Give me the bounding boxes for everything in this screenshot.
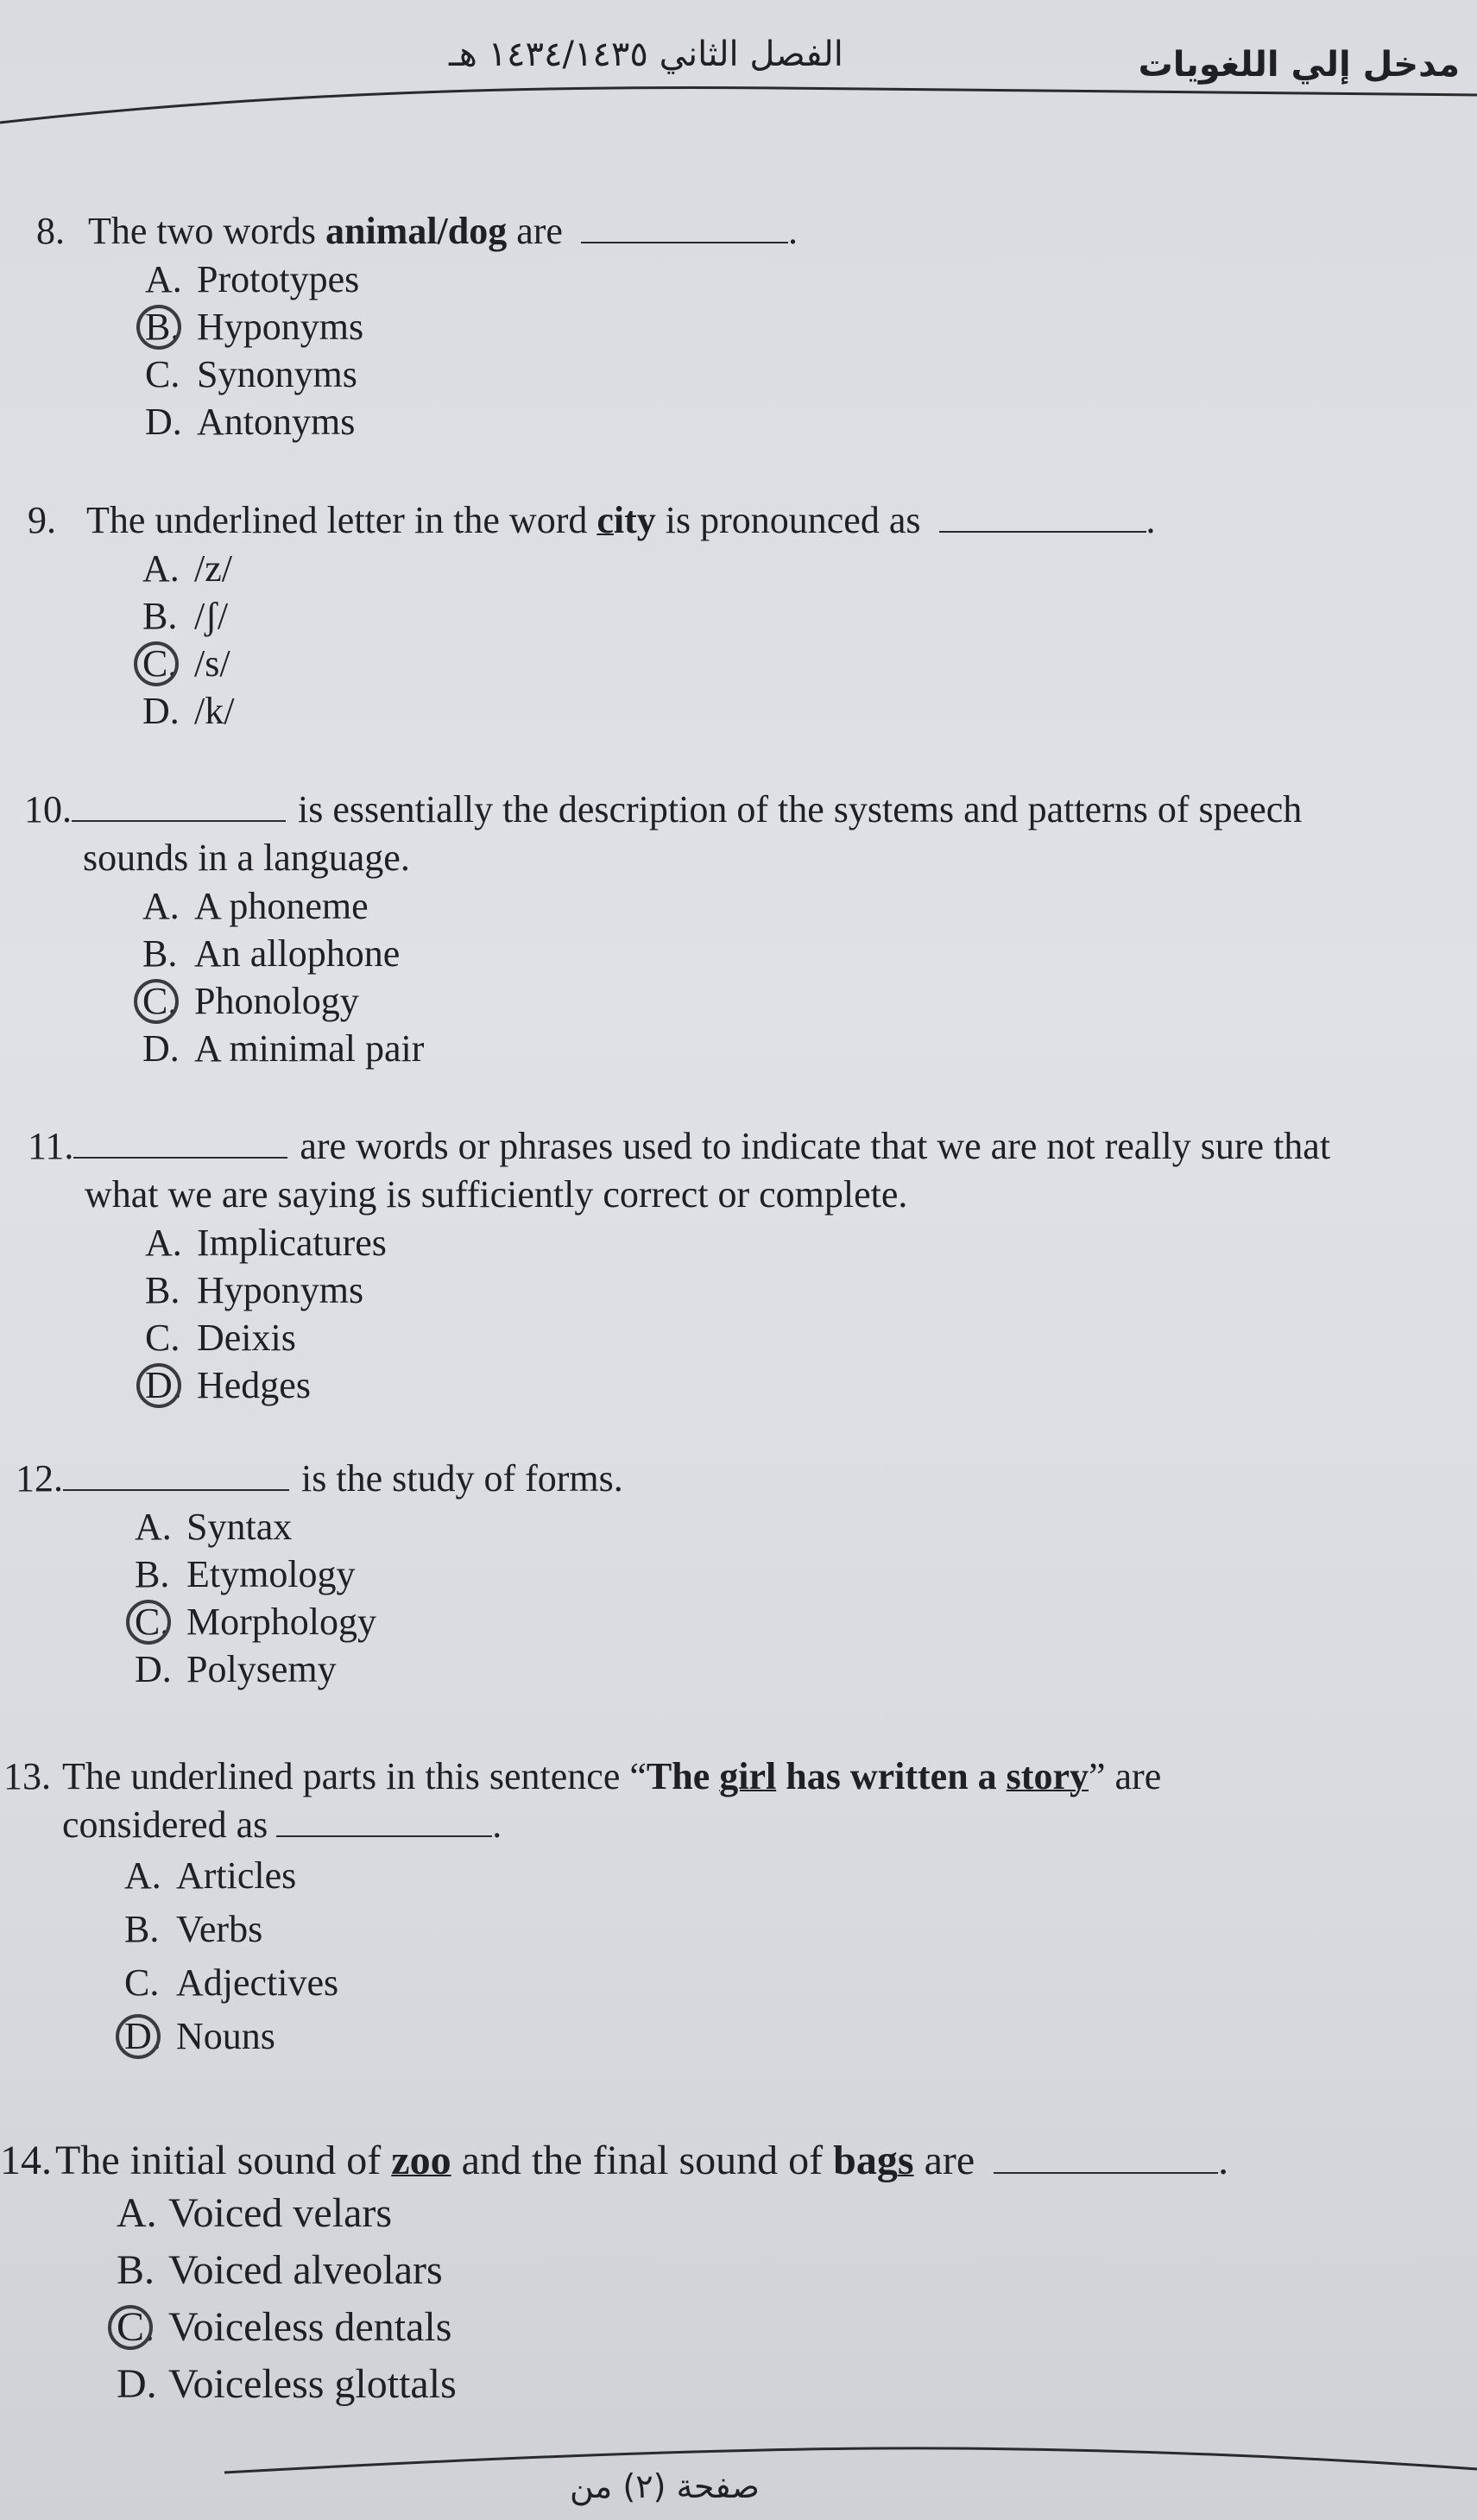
underlined-word: story [1006, 1755, 1089, 1797]
question-11 [0, 1122, 1459, 1409]
option-d[interactable] [124, 2010, 1459, 2063]
option-text: Hyponyms [197, 305, 364, 348]
question-text-line2: what we are saying is sufficiently correct or complete. [85, 1173, 908, 1216]
question-number: 12. [16, 1457, 63, 1500]
option-b[interactable] [142, 592, 1459, 640]
question-number: 8. [36, 210, 65, 252]
option-letter: A. [117, 2190, 157, 2236]
option-letter-circled: C. [117, 2303, 168, 2352]
option-d[interactable] [145, 398, 1459, 445]
option-letter: B. [117, 2247, 155, 2293]
bold-word: bag [833, 2138, 898, 2183]
underlined-letter: s [897, 2138, 914, 2183]
option-letter: D. [142, 1026, 180, 1070]
question-end: . [492, 1803, 502, 1846]
option-b[interactable] [124, 1903, 1459, 1956]
answer-blank [63, 1463, 289, 1491]
option-text: Implicatures [197, 1221, 387, 1264]
option-b[interactable] [135, 1551, 1459, 1598]
option-d[interactable] [117, 2356, 1459, 2413]
question-text-line2: considered as [62, 1803, 268, 1846]
question-text: The initial sound of [55, 2138, 392, 2183]
option-c[interactable] [117, 2299, 1459, 2356]
option-letter: A. [135, 1505, 172, 1548]
sentence-part: The [646, 1755, 720, 1797]
option-letter-circled: D. [145, 1361, 197, 1410]
option-text: Nouns [176, 2015, 275, 2057]
answer-blank [994, 2146, 1218, 2174]
option-letter-circled: B. [145, 303, 197, 351]
option-text: A minimal pair [194, 1026, 425, 1070]
question-text: are words or phrases used to indicate that we are not really sure that [300, 1125, 1331, 1167]
question-text: is the study of forms. [301, 1457, 623, 1500]
question-text: The underlined parts in this sentence “ [62, 1755, 647, 1797]
option-letter-circled: C. [142, 977, 194, 1026]
question-number: 14. [0, 2138, 52, 2183]
option-text: Phonology [194, 979, 359, 1022]
option-b[interactable] [145, 1266, 1459, 1314]
option-text: Hedges [197, 1363, 311, 1406]
underlined-word: girl [719, 1755, 777, 1797]
option-text: Etymology [186, 1552, 356, 1595]
question-text: ” are [1088, 1755, 1162, 1797]
option-letter: D. [145, 400, 182, 443]
option-letter: D. [117, 2361, 157, 2407]
option-letter-circled: D. [124, 2012, 176, 2061]
option-a[interactable] [145, 1219, 1459, 1266]
option-text: A phoneme [194, 884, 369, 927]
question-8 [0, 207, 1459, 445]
header-rule [0, 79, 1477, 131]
question-text: The two words [88, 210, 325, 252]
option-letter: B. [142, 932, 178, 975]
option-text: /z/ [194, 546, 232, 590]
option-text: Voiceless glottals [168, 2361, 457, 2407]
option-letter: A. [124, 1854, 161, 1897]
question-bold-term: animal/dog [325, 210, 508, 252]
option-text: Verbs [176, 1908, 263, 1950]
option-text: Deixis [197, 1316, 296, 1359]
option-c[interactable] [142, 977, 1459, 1025]
question-text: The underlined letter in the word [86, 499, 597, 541]
option-b[interactable] [117, 2242, 1459, 2299]
option-b[interactable] [145, 303, 1459, 351]
question-text: is pronounced as [655, 499, 921, 541]
option-b[interactable] [142, 930, 1459, 977]
option-c[interactable] [145, 1314, 1459, 1361]
option-a[interactable] [142, 882, 1459, 930]
option-letter: A. [145, 257, 182, 300]
question-end: . [787, 210, 798, 252]
option-a[interactable] [135, 1503, 1459, 1551]
question-text-line2: sounds in a language. [83, 837, 410, 879]
option-text: Syntax [186, 1505, 293, 1548]
question-9 [0, 496, 1459, 735]
option-c[interactable] [142, 640, 1459, 687]
option-text: Hyponyms [197, 1268, 364, 1311]
answer-blank [276, 1809, 492, 1837]
question-text: are [913, 2138, 975, 2183]
question-10 [0, 786, 1459, 1072]
option-text: Voiceless dentals [168, 2304, 452, 2350]
option-letter: A. [142, 884, 180, 927]
option-letter: A. [145, 1221, 182, 1264]
option-text: Morphology [186, 1600, 376, 1643]
question-end: . [1146, 499, 1156, 541]
option-c[interactable] [135, 1598, 1459, 1645]
option-a[interactable] [117, 2185, 1459, 2242]
answer-blank [939, 505, 1146, 533]
option-letter-circled: C. [142, 640, 194, 688]
question-number: 13. [3, 1755, 51, 1797]
question-end: . [1218, 2138, 1229, 2183]
option-text: Antonyms [197, 400, 356, 443]
course-title: مدخل إلي اللغويات [1138, 45, 1460, 85]
option-a[interactable] [142, 545, 1459, 592]
question-12 [0, 1455, 1459, 1693]
option-letter: B. [142, 594, 178, 637]
answer-blank [581, 216, 788, 243]
option-text: /k/ [194, 689, 235, 732]
option-text: Voiced alveolars [168, 2247, 443, 2293]
option-text: /ʃ/ [194, 594, 229, 637]
option-c[interactable] [124, 1956, 1459, 2010]
option-a[interactable] [145, 256, 1459, 303]
option-c[interactable] [145, 351, 1459, 398]
option-d[interactable] [142, 1025, 1459, 1072]
question-13 [0, 1753, 1459, 2063]
answer-blank [73, 1131, 287, 1159]
option-text: Adjectives [176, 1961, 339, 2004]
semester-header: الفصل الثاني ١٤٣٤/١٤٣٥ هـ [449, 35, 843, 74]
underlined-letter: c [596, 499, 614, 541]
option-d[interactable] [135, 1645, 1459, 1693]
option-text: Voiced velars [168, 2190, 393, 2236]
option-letter: B. [145, 1268, 180, 1311]
option-letter-circled: C. [135, 1598, 186, 1646]
question-text: are [507, 210, 563, 252]
option-letter: C. [145, 1316, 180, 1359]
option-text: /s/ [194, 641, 230, 685]
question-14 [0, 2137, 1459, 2413]
underlined-letter: zoo [391, 2138, 451, 2183]
question-text: is essentially the description of the systems and patterns of speech [298, 788, 1303, 831]
option-letter: C. [145, 352, 180, 395]
option-text: Synonyms [197, 352, 357, 395]
question-number: 10. [24, 788, 72, 831]
option-letter: D. [142, 689, 180, 732]
option-letter: A. [142, 546, 180, 590]
option-text: An allophone [194, 932, 401, 975]
option-text: Articles [176, 1854, 297, 1897]
option-letter: B. [135, 1552, 170, 1595]
question-number: 11. [28, 1125, 74, 1167]
sentence-part: has written a [776, 1755, 1007, 1797]
question-bold-term: ity [613, 499, 656, 541]
option-letter: C. [124, 1961, 160, 2004]
option-text: Polysemy [186, 1647, 337, 1690]
question-text: and the final sound of [451, 2138, 834, 2183]
option-a[interactable] [124, 1849, 1459, 1903]
page-number: صفحة (٢) من [570, 2467, 760, 2505]
option-d[interactable] [142, 687, 1459, 735]
question-number: 9. [28, 499, 56, 541]
option-letter: D. [135, 1647, 172, 1690]
option-text: Prototypes [197, 257, 360, 300]
option-letter: B. [124, 1908, 160, 1950]
option-d[interactable] [145, 1361, 1459, 1409]
answer-blank [72, 794, 286, 822]
